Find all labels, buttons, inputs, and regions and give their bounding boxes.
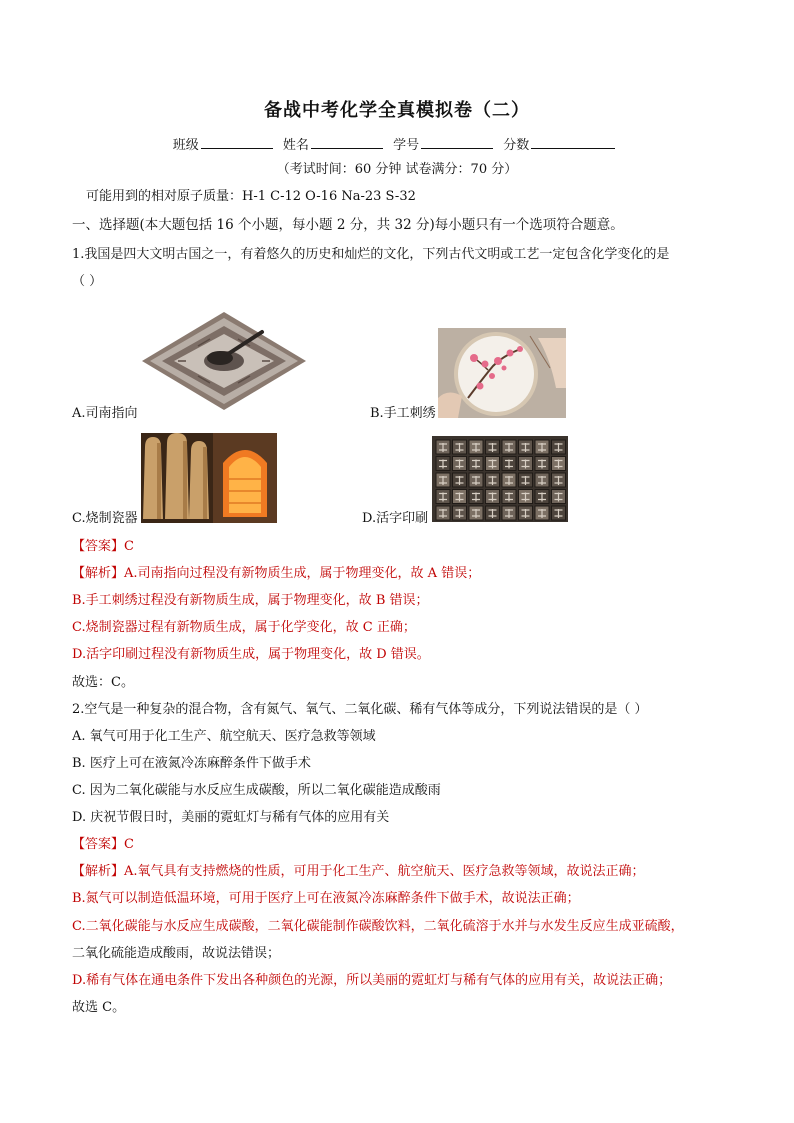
- q2-option-a: A. 氧气可用于化工生产、航空航天、医疗急救等领域: [72, 729, 376, 744]
- atomic-masses: 可能用到的相对原子质量：H-1 C-12 O-16 Na-23 S-32: [86, 189, 416, 204]
- analysis-text: A.氧气具有支持燃烧的性质，可用于化工生产、航空航天、医疗急救等领域，故说法正确；: [124, 864, 645, 879]
- q1-option-b: B.手工刺绣: [370, 406, 436, 421]
- q2-answer: [72, 836, 134, 854]
- q1-answer: [72, 538, 134, 556]
- q1-option-a: A.司南指向: [72, 406, 138, 421]
- id-field[interactable]: [421, 134, 493, 149]
- compass-image: [138, 308, 310, 414]
- answer-tag: 【答案】: [72, 539, 125, 554]
- q1-analysis-d: D.活字印刷过程没有新物质生成，属于物理变化，故 D 错误。: [72, 647, 430, 662]
- id-label: 学号: [393, 138, 420, 153]
- q1-option-c: C.烧制瓷器: [72, 511, 138, 526]
- q2-analysis-c-cont: 二氧化硫能造成酸雨，故说法错误；: [72, 946, 281, 961]
- q2-conclusion: 故选 C。: [72, 1000, 126, 1015]
- q2-analysis-a: [72, 863, 645, 881]
- q1-analysis-c: C.烧制瓷器过程有新物质生成，属于化学变化，故 C 正确；: [72, 620, 416, 635]
- score-field[interactable]: [531, 134, 615, 149]
- name-label: 姓名: [282, 138, 309, 153]
- q2-option-d: D. 庆祝节假日时，美丽的霓虹灯与稀有气体的应用有关: [72, 810, 390, 825]
- kiln-image: [141, 433, 277, 523]
- q2-stem: 2.空气是一种复杂的混合物，含有氮气、氧气、二氧化碳、稀有气体等成分，下列说法错误的是（ ）: [72, 702, 648, 717]
- analysis-text: A.司南指向过程没有新物质生成，属于物理变化，故 A 错误；: [124, 566, 481, 581]
- page-title: 备战中考化学全真模拟卷（二）: [264, 100, 530, 121]
- q2-analysis-d: D.稀有气体在通电条件下发出各种颜色的光源，所以美丽的霓虹灯与稀有气体的应用有关，故说法正确；: [72, 973, 672, 988]
- q1-option-d: D.活字印刷: [362, 511, 429, 526]
- q1-analysis-a: [72, 565, 480, 583]
- q1-conclusion: 故选：C。: [72, 675, 134, 690]
- answer-tag: 【答案】: [72, 837, 125, 852]
- student-info-row: [0, 134, 794, 155]
- q1-bracket: （ ）: [72, 274, 103, 289]
- movable-type-image: [432, 436, 568, 522]
- exam-note: （考试时间：60 分钟 试卷满分：70 分）: [276, 162, 518, 177]
- name-field[interactable]: [311, 134, 383, 149]
- q2-analysis-b: B.氮气可以制造低温环境，可用于医疗上可在液氮冷冻麻醉条件下做手术，故说法正确；: [72, 891, 580, 906]
- score-label: 分数: [503, 138, 530, 153]
- answer-value: C: [124, 837, 134, 852]
- analysis-tag: 【解析】: [72, 864, 125, 879]
- q2-option-c: C. 因为二氧化碳能与水反应生成碳酸，所以二氧化碳能造成酸雨: [72, 783, 441, 798]
- class-field[interactable]: [201, 134, 273, 149]
- q1-stem: 1.我国是四大文明古国之一，有着悠久的历史和灿烂的文化，下列古代文明或工艺一定包含化学变化的是: [72, 247, 670, 262]
- answer-value: C: [124, 539, 134, 554]
- analysis-tag: 【解析】: [72, 566, 125, 581]
- q2-option-b: B. 医疗上可在液氮冷冻麻醉条件下做手术: [72, 756, 311, 771]
- section-heading: 一、选择题(本大题包括 16 个小题，每小题 2 分，共 32 分)每小题只有一个选项符合题意。: [72, 217, 624, 233]
- q1-analysis-b: B.手工刺绣过程没有新物质生成，属于物理变化，故 B 错误；: [72, 593, 429, 608]
- embroidery-image: [438, 328, 566, 418]
- q2-analysis-c: C.二氧化碳能与水反应生成碳酸，二氧化碳能制作碳酸饮料，二氧化硫溶于水并与水发生反应生成亚硫酸，: [72, 919, 684, 934]
- class-label: 班级: [172, 138, 199, 153]
